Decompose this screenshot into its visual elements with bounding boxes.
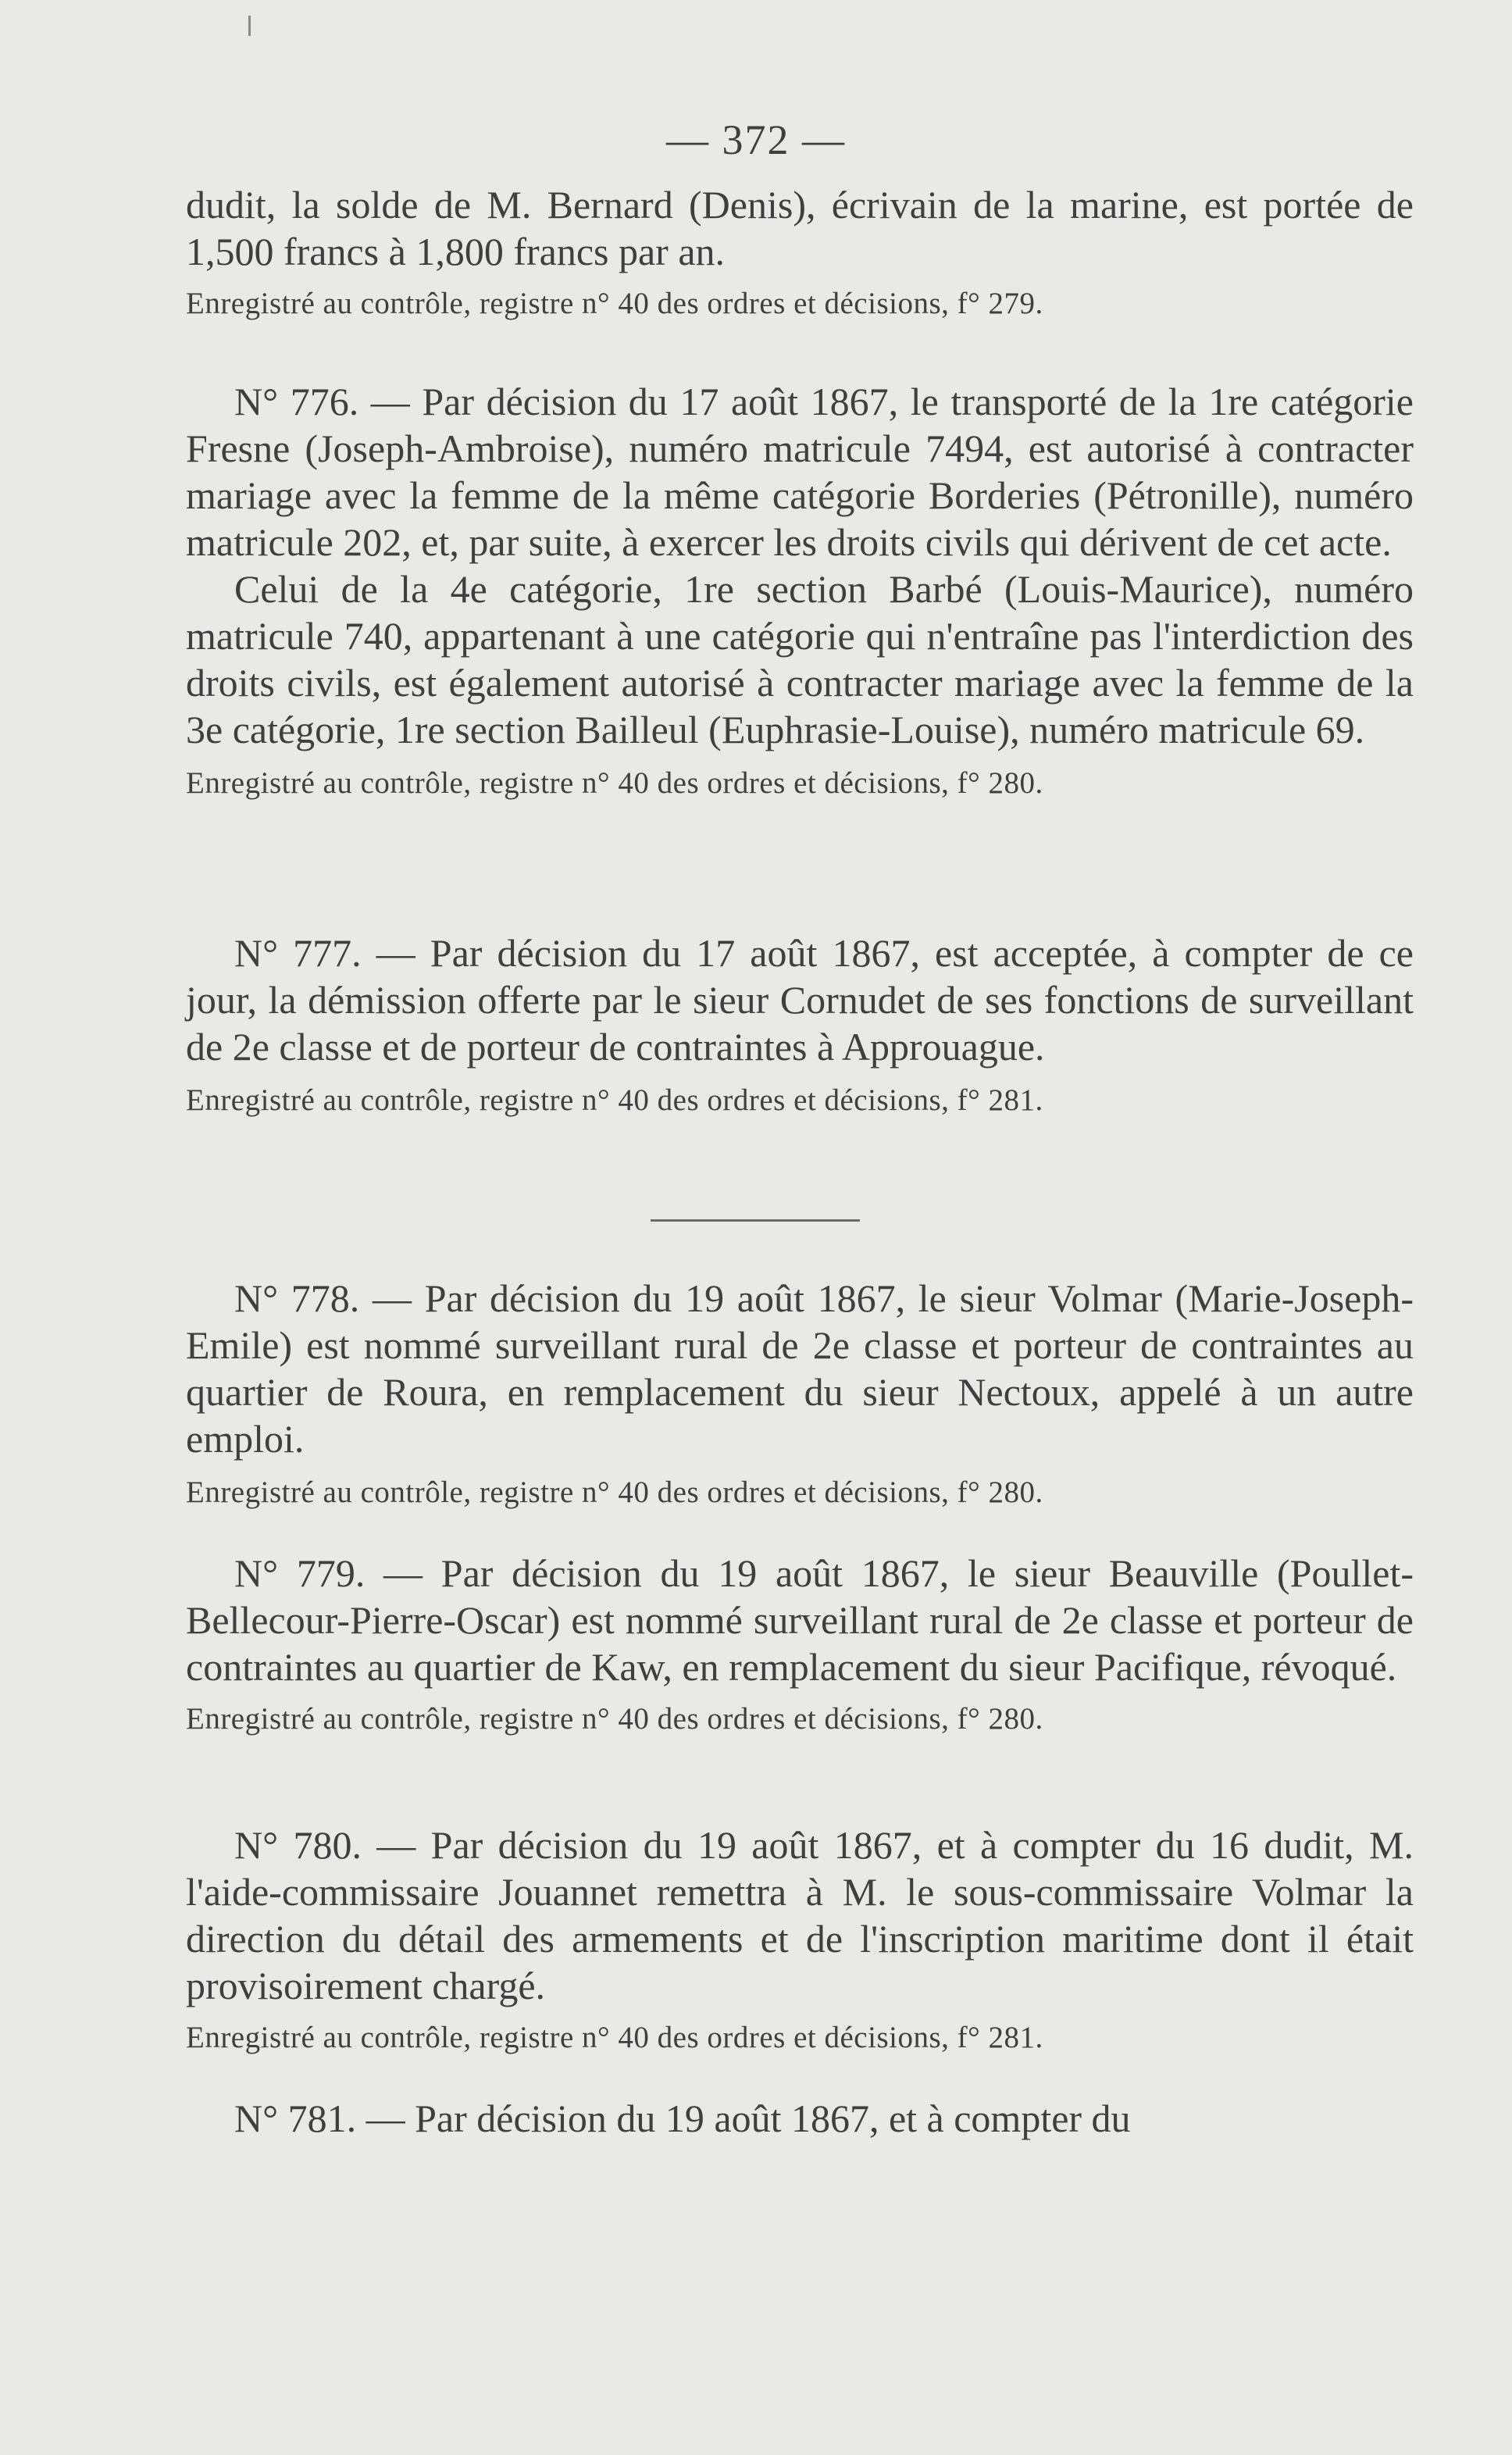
entry-779 (186, 1550, 1414, 1739)
entry-text: N° 776. — Par décision du 17 août 1867, le transporté de la 1re catégorie Fresne (Joseph-Ambroise), numéro matricule 7494, est autorisé à contracter mariage avec la femme de la même catégorie Borderies (Pétronille), numéro matricule 202, et, par suite, à exercer les droits civils qui dérivent de cet acte. (186, 380, 1414, 564)
entry-780 (186, 1822, 1414, 2057)
entry-text: N° 777. — Par décision du 17 août 1867, est acceptée, à compter de ce jour, la démission offerte par le sieur Cornudet de ses fonctions de surveillant de 2e classe et de porteur de contraintes à Approuague. (186, 931, 1414, 1069)
registration-note: Enregistré au contrôle, registre n° 40 des ordres et décisions, f° 280. (186, 1475, 1043, 1509)
registration-note: Enregistré au contrôle, registre n° 40 des ordres et décisions, f° 280. (186, 1702, 1043, 1736)
entry-text: dudit, la solde de M. Bernard (Denis), écrivain de la marine, est portée de 1,500 francs à 1,800 francs par an. (186, 183, 1414, 273)
registration-note: Enregistré au contrôle, registre n° 40 des ordres et décisions, f° 281. (186, 2021, 1043, 2054)
entry-text-continued: Celui de la 4e catégorie, 1re section Barbé (Louis-Maurice), numéro matricule 740, appartenant à une catégorie qui n'entraîne pas l'interdiction des droits civils, est également autorisé à contracter mariage avec la femme de la 3e catégorie, 1re section Bailleul (Euphrasie-Louise), numéro matricule 69. (186, 567, 1414, 751)
registration-note: Enregistré au contrôle, registre n° 40 des ordres et décisions, f° 279. (186, 287, 1043, 320)
entry-text: N° 781. — Par décision du 19 août 1867, et à compter du (234, 2096, 1131, 2140)
registration-note: Enregistré au contrôle, registre n° 40 des ordres et décisions, f° 281. (186, 1083, 1043, 1117)
entry-777 (186, 930, 1414, 1120)
entry-776 (186, 378, 1414, 803)
entry-continuation (186, 181, 1414, 323)
page-number: — 372 — (666, 116, 846, 163)
registration-note: Enregistré au contrôle, registre n° 40 des ordres et décisions, f° 280. (186, 766, 1043, 800)
entry-text: N° 778. — Par décision du 19 août 1867, le sieur Volmar (Marie-Joseph-Emile) est nommé surveillant rural de 2e classe et porteur de contraintes au quartier de Roura, en remplacement du sieur Nectoux, appelé à un autre emploi. (186, 1276, 1414, 1461)
section-rule (651, 1219, 860, 1222)
entry-text: N° 780. — Par décision du 19 août 1867, et à compter du 16 dudit, M. l'aide-commissaire Jouannet remettra à M. le sous-commissaire Volmar la direction du détail des armements et de l'inscription maritime dont il était provisoirement chargé. (186, 1823, 1414, 2007)
stray-mark (248, 16, 251, 36)
entry-778 (186, 1275, 1414, 1512)
entry-text: N° 779. — Par décision du 19 août 1867, le sieur Beauville (Poullet-Bellecour-Pierre-Oscar) est nommé surveillant rural de 2e classe et porteur de contraintes au quartier de Kaw, en remplacement du sieur Pacifique, révoqué. (186, 1551, 1414, 1689)
entry-781 (186, 2095, 1414, 2142)
